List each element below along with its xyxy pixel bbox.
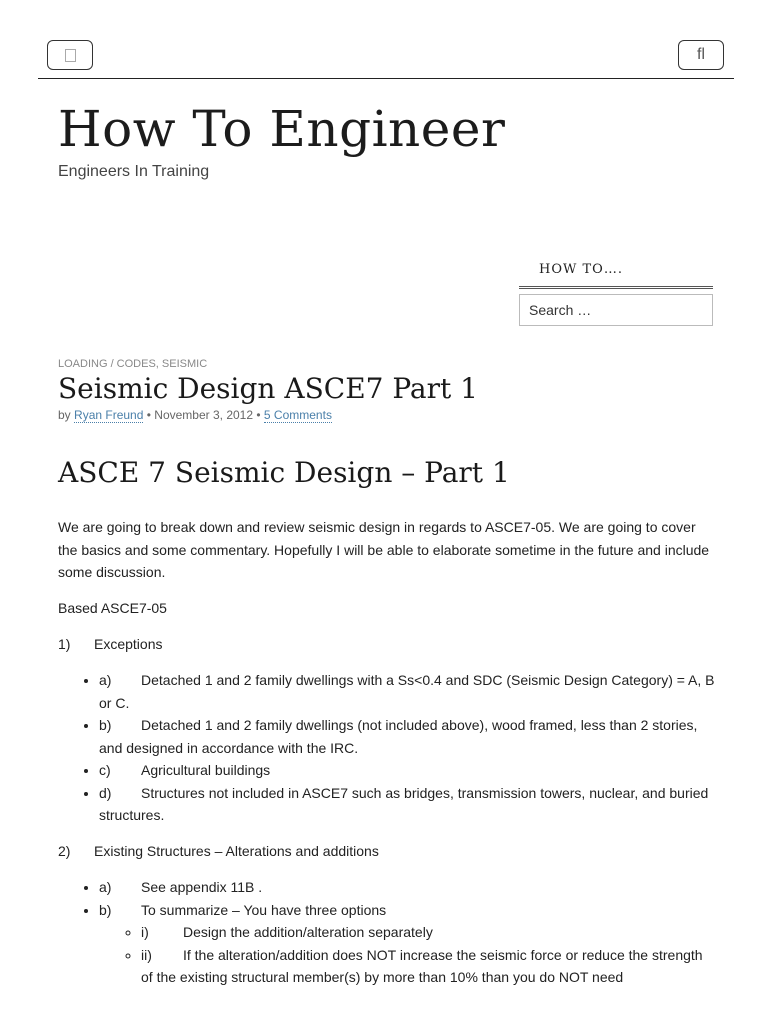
section-heading bbox=[58, 633, 718, 656]
meta-separator: • bbox=[146, 408, 151, 422]
list-item: • c) Agricultural buildings bbox=[99, 759, 718, 782]
sublist-item: ◦ i) Design the addition/alteration separately bbox=[141, 921, 718, 944]
meta-by: by bbox=[58, 408, 71, 422]
menu-toggle-button[interactable] bbox=[47, 40, 93, 70]
site-tagline: Engineers In Training bbox=[58, 163, 210, 180]
site-title[interactable]: How To Engineer bbox=[58, 100, 506, 158]
section-number: 1) bbox=[58, 636, 71, 652]
intro-paragraph: We are going to break down and review seismic design in regards to ASCE7-05. We are going to cover the basics and some commentary. Hopefully I will be able to elaborate sometime in the future and include some discussion. bbox=[58, 519, 710, 580]
article-body bbox=[58, 516, 718, 1002]
section-title: Exceptions bbox=[94, 636, 163, 652]
list-item: • d) Structures not included in ASCE7 such as bridges, transmission towers, nuclear, and buried structures. bbox=[99, 782, 718, 827]
sidebar-widget-title: HOW TO…. bbox=[539, 262, 623, 277]
section-heading bbox=[58, 840, 718, 863]
widget-divider bbox=[519, 286, 713, 289]
post-date: November 3, 2012 bbox=[154, 408, 254, 422]
top-bar bbox=[38, 40, 734, 79]
section-number: 2) bbox=[58, 843, 71, 859]
existing-structures-list bbox=[58, 876, 718, 989]
author-link[interactable]: Ryan Freund bbox=[74, 408, 144, 422]
post-title[interactable]: Seismic Design ASCE7 Part 1 bbox=[58, 372, 478, 405]
list-item: • a) Detached 1 and 2 family dwellings with a Ss<0.4 and SDC (Seismic Design Category) = A, B or C. bbox=[99, 669, 718, 714]
comments-link[interactable]: 5 Comments bbox=[263, 408, 332, 422]
options-sublist bbox=[99, 921, 718, 989]
article-heading: ASCE 7 Seismic Design – Part 1 bbox=[58, 456, 510, 489]
list-item: • a) See appendix 11B . bbox=[99, 876, 718, 899]
list-item: • b) Detached 1 and 2 family dwellings (not included above), wood framed, less than 2 stories, and designed in accordance with the IRC. bbox=[99, 714, 718, 759]
based-paragraph: Based ASCE7-05 bbox=[58, 600, 167, 616]
list-item: • b) To summarize – You have three options ◦ i) Design the addition/alteration separately ◦ ii) If the alteration/addition does NOT increase the seismic force or reduce the strength of the existing structural member(s) by more than 10% than you do NOT need bbox=[99, 899, 718, 989]
exceptions-list bbox=[58, 669, 718, 827]
post-categories[interactable]: LOADING / CODES, SEISMIC bbox=[58, 358, 208, 370]
search-icon: ﬂ bbox=[697, 46, 705, 63]
search-input[interactable]: Search … bbox=[519, 294, 713, 326]
menu-icon bbox=[65, 49, 76, 62]
search-toggle-button[interactable] bbox=[678, 40, 724, 70]
sublist-item: ◦ ii) If the alteration/addition does NOT increase the seismic force or reduce the strength of the existing structural member(s) by more than 10% than you do NOT need bbox=[141, 944, 718, 989]
post-meta bbox=[58, 408, 332, 422]
section-title: Existing Structures – Alterations and additions bbox=[94, 843, 379, 859]
meta-separator: • bbox=[256, 408, 261, 422]
